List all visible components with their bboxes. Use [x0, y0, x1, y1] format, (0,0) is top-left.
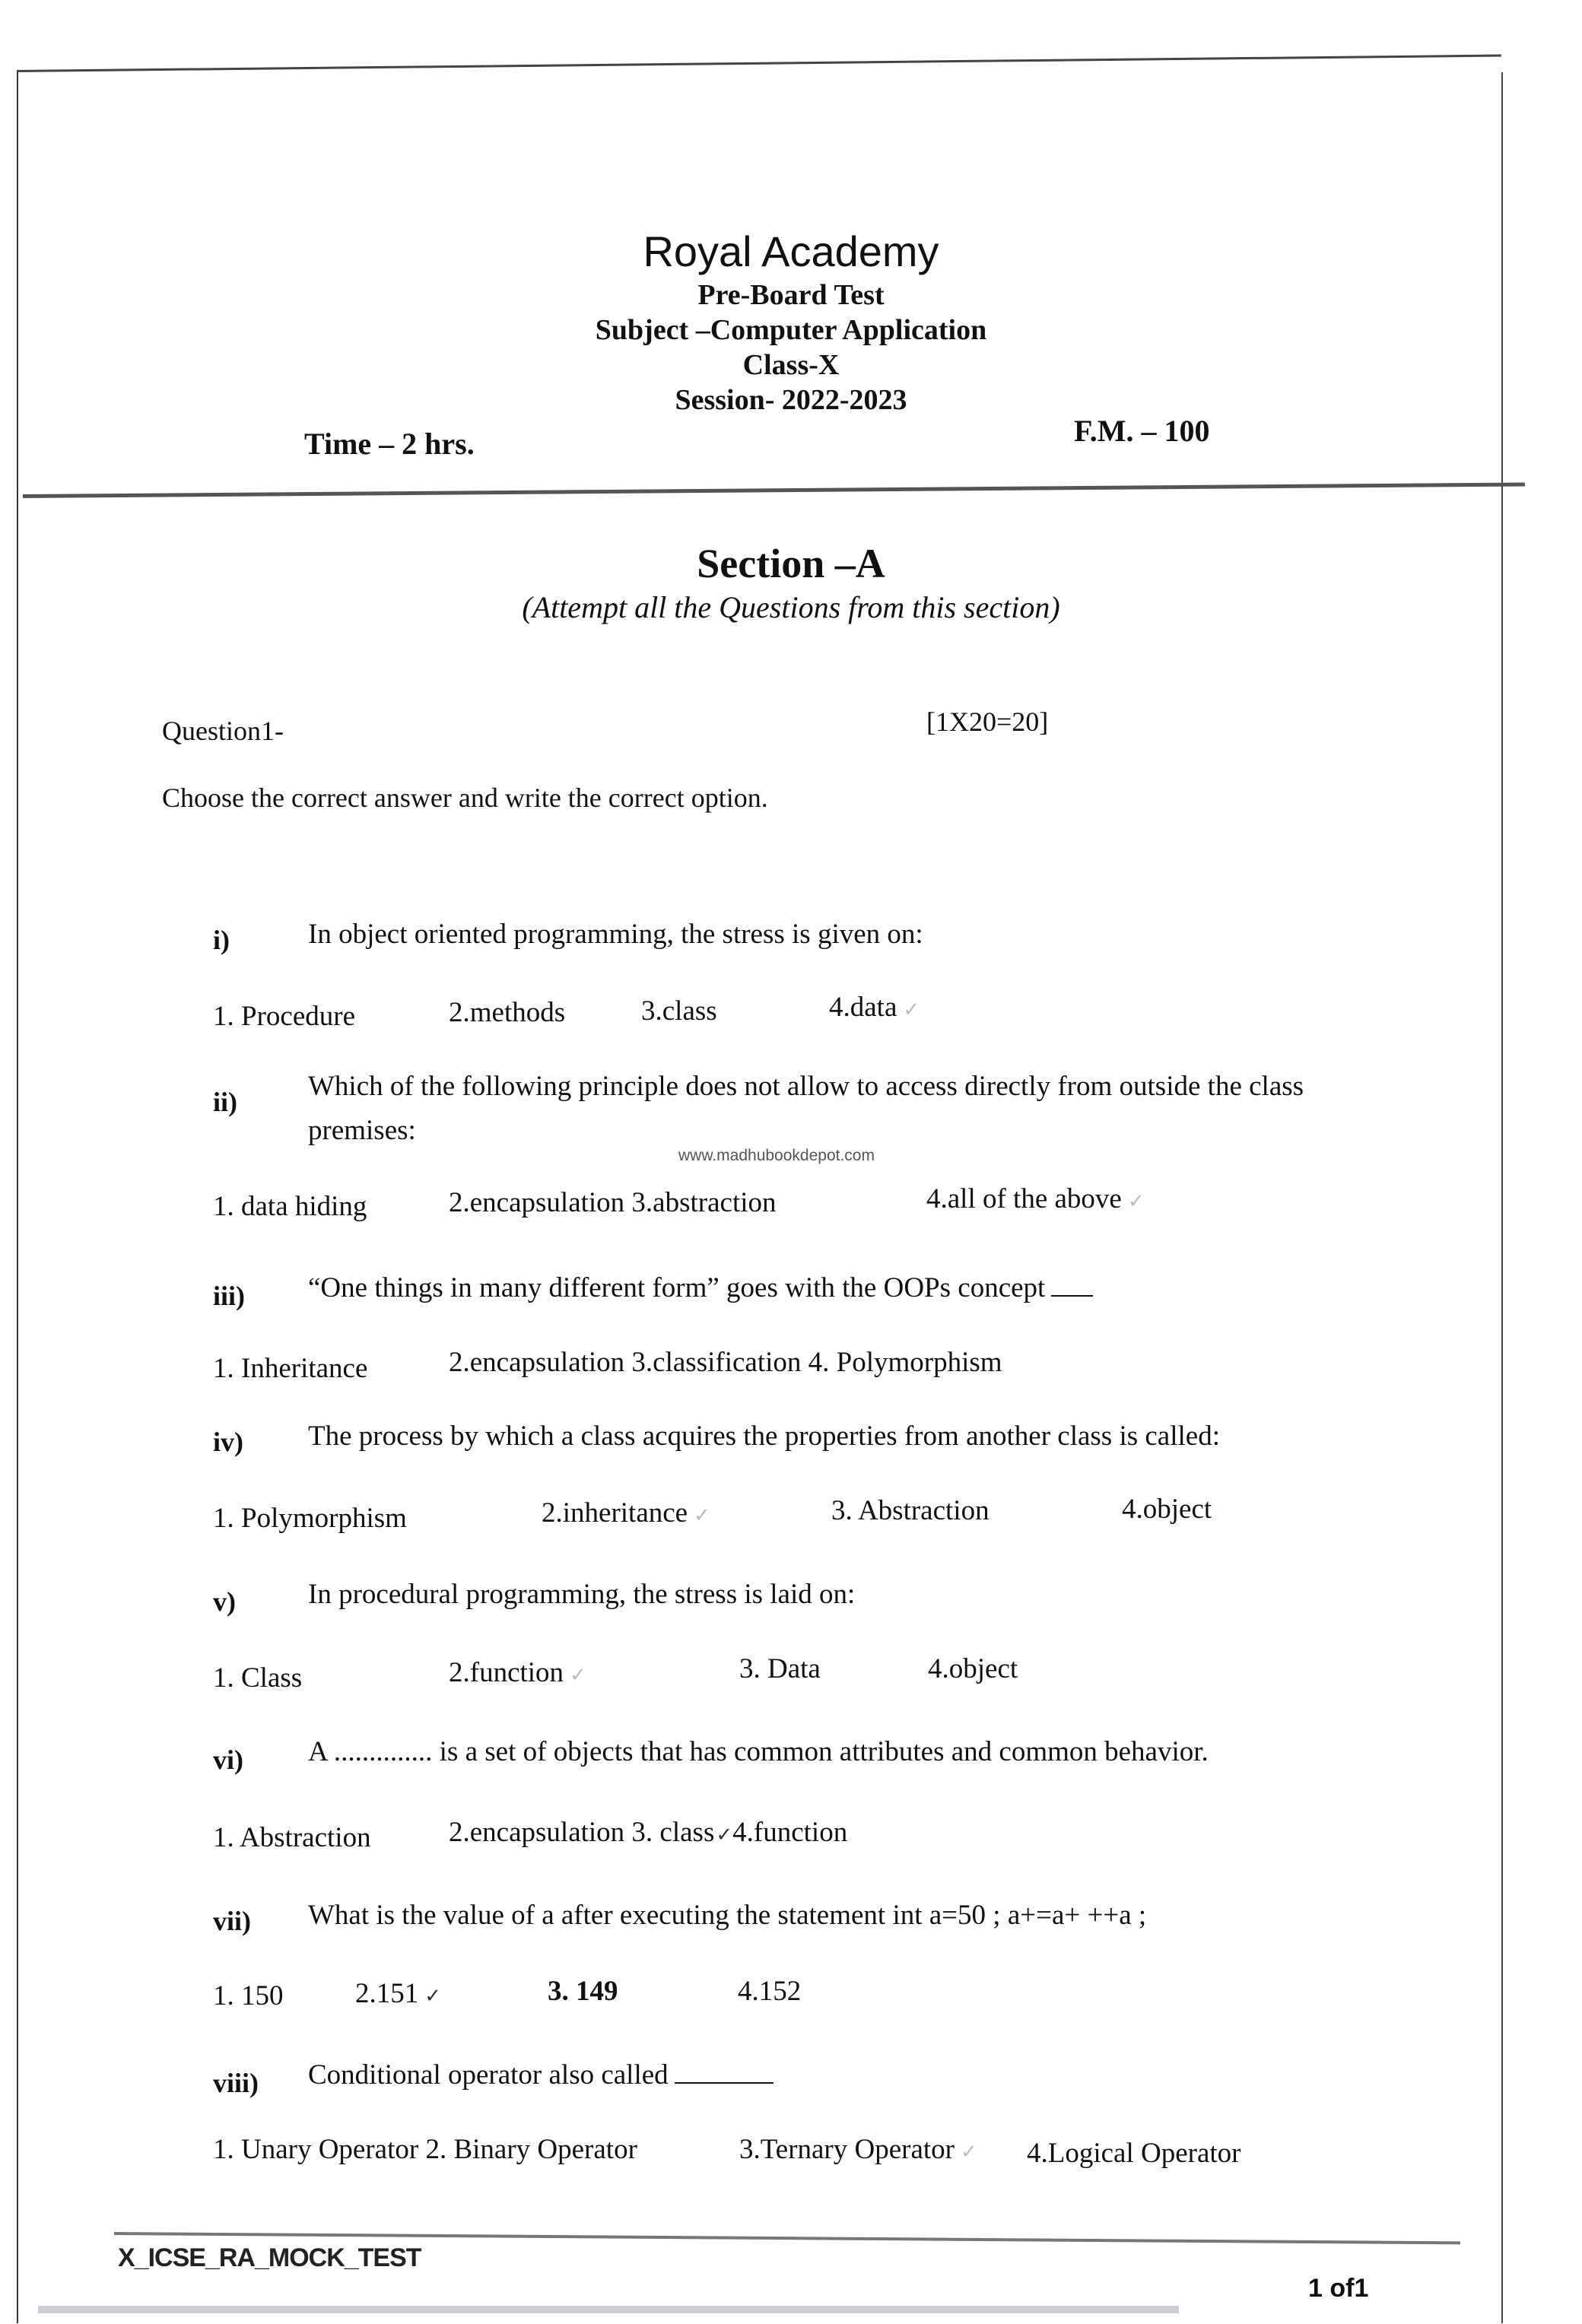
time-label: Time – 2 hrs.	[304, 427, 475, 461]
option: 1. Unary Operator 2. Binary Operator	[213, 2134, 637, 2165]
question-number: v)	[213, 1586, 236, 1617]
option-text: 2.function	[449, 1657, 564, 1688]
option	[355, 1977, 441, 2010]
question-text	[308, 1266, 1358, 1310]
question-number: i)	[213, 925, 230, 955]
question-number: iii)	[213, 1281, 245, 1311]
check-mark-icon: ✓	[961, 2141, 977, 2163]
check-mark-icon: ✓	[570, 1664, 586, 1686]
answer-blank	[675, 2059, 774, 2084]
check-mark-icon: ✓	[424, 1985, 442, 2007]
option	[542, 1497, 710, 1529]
option-text: 2.inheritance	[542, 1497, 688, 1529]
question-number: viii)	[213, 2068, 259, 2098]
option: 1. Procedure	[213, 1001, 355, 1032]
option	[739, 2133, 977, 2166]
option-text: 4.function	[732, 1817, 848, 1848]
subject: Subject –Computer Application	[595, 314, 987, 346]
option: 3. 149	[548, 1976, 618, 2007]
full-marks-label: F.M. – 100	[1074, 414, 1210, 448]
check-mark-icon: ✓	[1127, 1190, 1145, 1212]
question-marks: [1X20=20]	[926, 706, 1049, 737]
option: 1. Class	[213, 1662, 303, 1694]
option: 1. Polymorphism	[213, 1503, 407, 1534]
page-number: 1 of1	[1308, 2274, 1369, 2303]
question-text	[308, 2053, 1358, 2097]
answer-blank	[1051, 1272, 1093, 1297]
school-name: Royal Academy	[643, 227, 939, 275]
watermark: www.madhubookdepot.com	[678, 1147, 875, 1164]
question-text: In object oriented programming, the stress is given on:	[308, 919, 923, 950]
question-text: Which of the following principle does not allow to access directly from outside the class premises:	[308, 1071, 1304, 1146]
option-text: 2.151	[355, 1978, 419, 2009]
document-code: X_ICSE_RA_MOCK_TEST	[118, 2243, 421, 2272]
class-label: Class-X	[742, 349, 840, 381]
option: 3. Data	[739, 1653, 821, 1684]
page-top-border	[17, 55, 1501, 72]
option	[449, 1816, 847, 1849]
option: 1. Inheritance	[213, 1353, 368, 1384]
option: 3.class	[641, 995, 717, 1027]
question-number: iv)	[213, 1427, 243, 1457]
option: 2.methods	[449, 997, 566, 1028]
option: 4.object	[928, 1653, 1018, 1684]
instruction: Choose the correct answer and write the correct option.	[162, 783, 768, 813]
option-text: 2.encapsulation 3. class	[449, 1817, 715, 1848]
option	[829, 991, 920, 1024]
question-text: What is the value of a after executing the statement int a=50 ; a+=a+ ++a ;	[308, 1900, 1147, 1931]
option	[449, 1656, 586, 1689]
question-number: ii)	[213, 1087, 237, 1117]
option-text: 4.all of the above	[926, 1183, 1122, 1214]
section-title: Section –A	[697, 541, 885, 586]
option: 2.encapsulation 3.classification 4. Polymorphism	[449, 1347, 1002, 1378]
option: 3. Abstraction	[831, 1495, 990, 1526]
question-label: Question1-	[162, 716, 284, 746]
test-name: Pre-Board Test	[697, 279, 885, 311]
question-number: vii)	[213, 1906, 251, 1936]
question-text: The process by which a class acquires the properties from another class is called:	[308, 1421, 1220, 1452]
check-mark-icon: ✓	[694, 1504, 710, 1526]
question-text: In procedural programming, the stress is laid on:	[308, 1579, 856, 1610]
option: 1. 150	[213, 1980, 284, 2011]
question-text-content: Conditional operator also called	[308, 2059, 669, 2091]
check-mark-icon: ✓	[903, 998, 920, 1021]
option: 4.152	[738, 1976, 802, 2007]
option	[926, 1183, 1145, 1215]
session-label: Session- 2022-2023	[675, 384, 907, 416]
option-text: 4.data	[829, 992, 897, 1023]
option: 4.Logical Operator	[1027, 2138, 1241, 2169]
option: 2.encapsulation 3.abstraction	[449, 1187, 777, 1218]
option: 1. Abstraction	[213, 1822, 371, 1853]
question-text-content: “One things in many different form” goes with the OOPs concept	[308, 1272, 1046, 1303]
option-text: 3.Ternary Operator	[739, 2134, 955, 2165]
scan-artifact	[38, 2306, 1179, 2313]
question-number: vi)	[213, 1745, 243, 1775]
option: 4.object	[1122, 1494, 1212, 1525]
option: 1. data hiding	[213, 1191, 367, 1222]
check-mark-icon: ✓	[716, 1824, 733, 1846]
section-subtitle: (Attempt all the Questions from this section)	[522, 590, 1060, 624]
question-text: A .............. is a set of objects that has common attributes and common behavior.	[308, 1736, 1209, 1767]
